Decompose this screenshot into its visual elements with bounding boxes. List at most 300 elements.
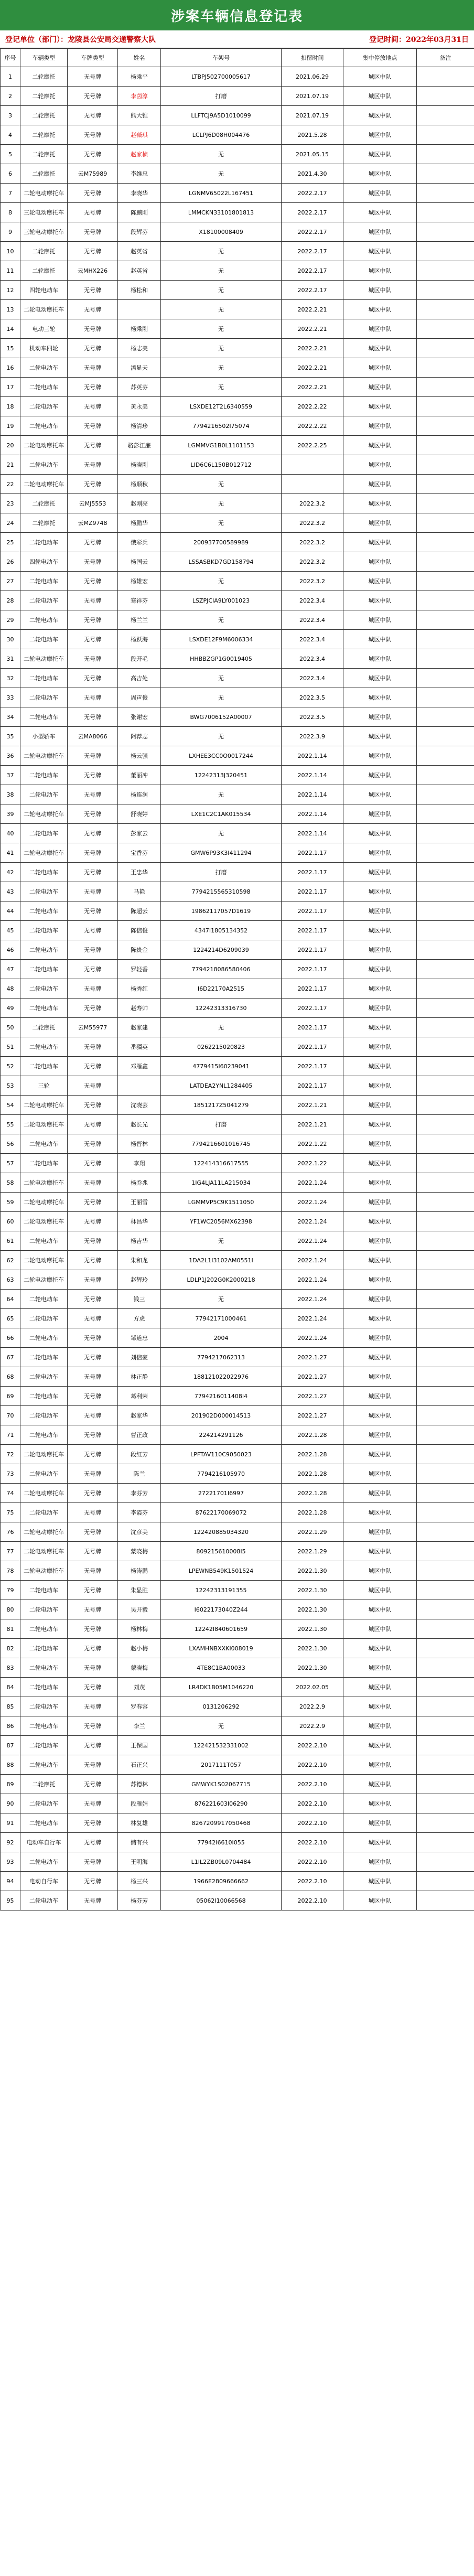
table-row [1, 785, 474, 804]
row-owner-name: 陈信俊 [118, 921, 161, 940]
table-body [1, 67, 474, 1910]
row-vin: LDLP1J202G0K2000218 [161, 1270, 282, 1290]
row-vehicle-type: 四轮电动车 [20, 552, 68, 572]
row-seize-date: 2022.2.22 [282, 397, 343, 416]
row-index: 71 [1, 1425, 20, 1445]
row-vin: GMW6P93K3I411294 [161, 843, 282, 863]
row-seize-date: 2022.2.10 [282, 1736, 343, 1755]
row-storage-location: 城区中队 [343, 1639, 417, 1658]
row-owner-name: 王明海 [118, 1852, 161, 1872]
row-index: 2 [1, 87, 20, 106]
row-plate-type: 无号牌 [68, 1716, 118, 1736]
row-plate-type: 无号牌 [68, 591, 118, 610]
row-owner-name: 赵小梅 [118, 1639, 161, 1658]
row-vin: 1966E2809666662 [161, 1872, 282, 1891]
row-remarks [417, 261, 474, 281]
row-vehicle-type: 二轮电动车 [20, 1503, 68, 1522]
row-vehicle-type: 二轮电动摩托车 [20, 746, 68, 766]
row-vehicle-type: 二轮电动车 [20, 960, 68, 979]
row-vehicle-type: 二轮电动摩托车 [20, 1522, 68, 1542]
row-owner-name: 苏德林 [118, 1775, 161, 1794]
row-owner-name: 杨云强 [118, 746, 161, 766]
row-vehicle-type: 二轮电动车 [20, 1891, 68, 1910]
row-seize-date: 2022.3.9 [282, 727, 343, 746]
row-remarks [417, 1716, 474, 1736]
row-plate-type: 无号牌 [68, 1076, 118, 1096]
table-row [1, 688, 474, 707]
row-seize-date: 2022.2.21 [282, 319, 343, 339]
row-vin: 7794216601016745 [161, 1134, 282, 1154]
row-index: 80 [1, 1600, 20, 1619]
row-vin: 224214291126 [161, 1425, 282, 1445]
row-index: 23 [1, 494, 20, 513]
row-plate-type: 无号牌 [68, 1852, 118, 1872]
row-vin: 8267209917050468 [161, 1813, 282, 1833]
row-vehicle-type: 小型轿车 [20, 727, 68, 746]
row-seize-date: 2022.1.17 [282, 1018, 343, 1037]
row-vin: LGMMVP5C9K1511050 [161, 1193, 282, 1212]
table-row [1, 1076, 474, 1096]
row-plate-type: 无号牌 [68, 979, 118, 999]
row-vin: 无 [161, 378, 282, 397]
row-index: 13 [1, 300, 20, 319]
row-plate-type: 无号牌 [68, 1173, 118, 1193]
table-row [1, 106, 474, 125]
row-storage-location: 城区中队 [343, 882, 417, 901]
row-owner-name: 段雁娟 [118, 1794, 161, 1813]
row-storage-location: 城区中队 [343, 1775, 417, 1794]
row-seize-date: 2022.2.17 [282, 261, 343, 281]
row-vin: I6022173040Z244 [161, 1600, 282, 1619]
table-row [1, 416, 474, 436]
row-owner-name: 杨林梅 [118, 1619, 161, 1639]
row-seize-date: 2022.2.17 [282, 203, 343, 222]
row-vehicle-type: 二轮摩托 [20, 1018, 68, 1037]
row-seize-date: 2022.1.24 [282, 1193, 343, 1212]
row-plate-type: 无号牌 [68, 1639, 118, 1658]
row-seize-date: 2022.3.5 [282, 688, 343, 707]
row-storage-location: 城区中队 [343, 1542, 417, 1561]
row-remarks [417, 1270, 474, 1290]
row-vin: LPEWNB549K1501524 [161, 1561, 282, 1581]
row-seize-date: 2022.1.30 [282, 1619, 343, 1639]
table-row [1, 1697, 474, 1716]
row-owner-name: 周声俊 [118, 688, 161, 707]
row-index: 10 [1, 242, 20, 261]
row-remarks [417, 1406, 474, 1425]
row-remarks [417, 1193, 474, 1212]
row-vin: 打磨 [161, 87, 282, 106]
row-storage-location: 城区中队 [343, 766, 417, 785]
table-row [1, 203, 474, 222]
table-row [1, 1775, 474, 1794]
row-seize-date: 2022.1.14 [282, 746, 343, 766]
row-seize-date: 2022.1.28 [282, 1445, 343, 1464]
row-owner-name [118, 300, 161, 319]
row-storage-location: 城区中队 [343, 1600, 417, 1619]
row-plate-type: 无号牌 [68, 1503, 118, 1522]
row-vehicle-type: 二轮电动摩托车 [20, 1173, 68, 1193]
row-vin: 无 [161, 688, 282, 707]
row-remarks [417, 87, 474, 106]
row-storage-location: 城区中队 [343, 1251, 417, 1270]
table-row [1, 281, 474, 300]
column-header-vehicle-type: 车辆类型 [20, 49, 68, 67]
row-remarks [417, 688, 474, 707]
row-storage-location: 城区中队 [343, 1173, 417, 1193]
row-plate-type: 无号牌 [68, 940, 118, 960]
row-vin: LMMCKN33101801813 [161, 203, 282, 222]
row-seize-date: 2022.1.14 [282, 824, 343, 843]
row-owner-name: 方虎 [118, 1309, 161, 1328]
row-owner-name: 宝香芬 [118, 843, 161, 863]
row-vin: 打磨 [161, 863, 282, 882]
row-remarks [417, 999, 474, 1018]
row-vin: LXAMHNBXXKI008019 [161, 1639, 282, 1658]
row-seize-date: 2022.3.2 [282, 533, 343, 552]
table-row [1, 901, 474, 921]
row-vin: 无 [161, 281, 282, 300]
table-row [1, 1193, 474, 1212]
row-owner-name: 李霞芬 [118, 1503, 161, 1522]
row-seize-date: 2022.3.2 [282, 494, 343, 513]
row-index: 90 [1, 1794, 20, 1813]
row-vin: L1IL2ZB09L0704484 [161, 1852, 282, 1872]
row-storage-location: 城区中队 [343, 455, 417, 475]
table-row [1, 1328, 474, 1348]
registration-info [0, 30, 474, 48]
row-vehicle-type: 二轮电动车 [20, 940, 68, 960]
row-vehicle-type: 机动车四轮 [20, 339, 68, 358]
table-row [1, 358, 474, 378]
row-seize-date: 2021.06.29 [282, 67, 343, 87]
table-row [1, 1658, 474, 1678]
row-vehicle-type: 二轮电动摩托车 [20, 1561, 68, 1581]
row-remarks [417, 1212, 474, 1231]
row-seize-date: 2022.2.10 [282, 1833, 343, 1852]
row-index: 83 [1, 1658, 20, 1678]
table-row [1, 1484, 474, 1503]
row-vehicle-type: 二轮电动车 [20, 1348, 68, 1367]
table-row [1, 1581, 474, 1600]
column-header-storage-location: 集中停放地点 [343, 49, 417, 67]
table-row [1, 669, 474, 688]
row-owner-name: 朱和龙 [118, 1251, 161, 1270]
row-vin: 无 [161, 339, 282, 358]
row-vin: 201902D000014513 [161, 1406, 282, 1425]
row-remarks [417, 610, 474, 630]
row-owner-name: 杨晓刚 [118, 455, 161, 475]
row-vehicle-type: 二轮摩托 [20, 242, 68, 261]
row-index: 33 [1, 688, 20, 707]
row-seize-date: 2022.2.9 [282, 1716, 343, 1736]
row-vehicle-type: 二轮电动车 [20, 416, 68, 436]
row-index: 5 [1, 145, 20, 164]
row-index: 44 [1, 901, 20, 921]
row-plate-type: 无号牌 [68, 921, 118, 940]
row-index: 42 [1, 863, 20, 882]
row-vehicle-type: 二轮电动车 [20, 785, 68, 804]
row-plate-type: 无号牌 [68, 1484, 118, 1503]
row-vin: HHBBZGP1G0019405 [161, 649, 282, 669]
row-storage-location: 城区中队 [343, 242, 417, 261]
row-vehicle-type: 二轮电动车 [20, 572, 68, 591]
row-plate-type: 无号牌 [68, 125, 118, 145]
row-index: 46 [1, 940, 20, 960]
row-storage-location: 城区中队 [343, 1290, 417, 1309]
row-plate-type: 云MA8066 [68, 727, 118, 746]
row-plate-type: 无号牌 [68, 242, 118, 261]
row-storage-location: 城区中队 [343, 1658, 417, 1678]
row-storage-location: 城区中队 [343, 164, 417, 184]
row-seize-date: 2022.1.28 [282, 1503, 343, 1522]
row-owner-name: 李翔 [118, 1154, 161, 1173]
row-vehicle-type: 二轮摩托 [20, 494, 68, 513]
row-seize-date: 2022.1.30 [282, 1581, 343, 1600]
row-owner-name: 李兰 [118, 1716, 161, 1736]
row-plate-type: 无号牌 [68, 1367, 118, 1387]
row-remarks [417, 1503, 474, 1522]
row-seize-date: 2022.3.4 [282, 591, 343, 610]
column-header-plate-type: 车牌类型 [68, 49, 118, 67]
row-plate-type: 无号牌 [68, 1619, 118, 1639]
row-storage-location: 城区中队 [343, 1619, 417, 1639]
table-row [1, 572, 474, 591]
row-remarks [417, 1736, 474, 1755]
row-vehicle-type: 三轮电动摩托车 [20, 203, 68, 222]
row-index: 36 [1, 746, 20, 766]
table-row [1, 1600, 474, 1619]
row-plate-type: 无号牌 [68, 1755, 118, 1775]
row-remarks [417, 901, 474, 921]
row-owner-name: 赵英省 [118, 261, 161, 281]
row-seize-date: 2022.1.24 [282, 1231, 343, 1251]
row-storage-location: 城区中队 [343, 804, 417, 824]
row-storage-location: 城区中队 [343, 746, 417, 766]
row-plate-type: 无号牌 [68, 1290, 118, 1309]
row-seize-date: 2022.1.17 [282, 999, 343, 1018]
table-header-row [1, 49, 474, 67]
row-vehicle-type: 二轮电动摩托车 [20, 184, 68, 203]
row-vehicle-type: 二轮摩托 [20, 145, 68, 164]
row-plate-type: 无号牌 [68, 746, 118, 766]
row-vin: 7794215565310598 [161, 882, 282, 901]
row-storage-location: 城区中队 [343, 824, 417, 843]
table-row [1, 397, 474, 416]
row-vin: YF1WC2056MX62398 [161, 1212, 282, 1231]
row-owner-name: 杨乔兆 [118, 1173, 161, 1193]
row-vin: 7794216105970 [161, 1464, 282, 1484]
row-remarks [417, 1328, 474, 1348]
row-index: 9 [1, 222, 20, 242]
row-storage-location: 城区中队 [343, 1813, 417, 1833]
row-vehicle-type: 二轮电动车 [20, 1852, 68, 1872]
row-vehicle-type: 二轮电动摩托车 [20, 804, 68, 824]
row-vin: 无 [161, 513, 282, 533]
row-seize-date: 2022.1.17 [282, 1057, 343, 1076]
row-index: 56 [1, 1134, 20, 1154]
row-storage-location: 城区中队 [343, 591, 417, 610]
table-row [1, 1678, 474, 1697]
row-vin: 无 [161, 610, 282, 630]
row-owner-name: 杨兰兰 [118, 610, 161, 630]
row-index: 77 [1, 1542, 20, 1561]
row-seize-date: 2022.3.4 [282, 610, 343, 630]
row-vehicle-type: 二轮电动车 [20, 378, 68, 397]
row-remarks [417, 1600, 474, 1619]
row-owner-name: 段辉芬 [118, 222, 161, 242]
row-owner-name: 高吉处 [118, 669, 161, 688]
table-row [1, 727, 474, 746]
row-vin: 1IG4LJA11LA215034 [161, 1173, 282, 1193]
row-remarks [417, 436, 474, 455]
row-remarks [417, 1057, 474, 1076]
row-owner-name: 杨连润 [118, 785, 161, 804]
row-vin: 122421532331002 [161, 1736, 282, 1755]
row-index: 88 [1, 1755, 20, 1775]
row-vehicle-type: 二轮电动摩托车 [20, 1251, 68, 1270]
row-vehicle-type: 二轮电动车 [20, 824, 68, 843]
row-storage-location: 城区中队 [343, 494, 417, 513]
row-owner-name: 杨松和 [118, 281, 161, 300]
table-row [1, 1037, 474, 1057]
table-row [1, 1445, 474, 1464]
row-remarks [417, 1115, 474, 1134]
row-index: 59 [1, 1193, 20, 1212]
table-row [1, 940, 474, 960]
row-index: 62 [1, 1251, 20, 1270]
row-owner-name: 罗轻香 [118, 960, 161, 979]
row-plate-type: 无号牌 [68, 882, 118, 901]
row-index: 30 [1, 630, 20, 649]
row-remarks [417, 1658, 474, 1678]
row-plate-type: 无号牌 [68, 1134, 118, 1154]
row-vin: LSXDE12F9M6006334 [161, 630, 282, 649]
table-row [1, 1212, 474, 1231]
row-index: 82 [1, 1639, 20, 1658]
row-storage-location: 城区中队 [343, 184, 417, 203]
row-remarks [417, 533, 474, 552]
row-owner-name: 董丽冲 [118, 766, 161, 785]
table-row [1, 1425, 474, 1445]
row-storage-location: 城区中队 [343, 1018, 417, 1037]
table-row [1, 1716, 474, 1736]
row-seize-date: 2022.1.30 [282, 1639, 343, 1658]
row-vehicle-type: 二轮电动车 [20, 921, 68, 940]
row-index: 91 [1, 1813, 20, 1833]
table-row [1, 804, 474, 824]
row-remarks [417, 960, 474, 979]
row-storage-location: 城区中队 [343, 707, 417, 727]
row-vin: 无 [161, 669, 282, 688]
row-owner-name: 杨雄宏 [118, 572, 161, 591]
row-plate-type: 无号牌 [68, 1251, 118, 1270]
row-vehicle-type: 二轮电动车 [20, 533, 68, 552]
row-remarks [417, 164, 474, 184]
row-storage-location: 城区中队 [343, 1503, 417, 1522]
row-seize-date: 2022.2.25 [282, 436, 343, 455]
row-vin: LSSASBKD7GD158794 [161, 552, 282, 572]
row-vin: 无 [161, 785, 282, 804]
table-row [1, 746, 474, 766]
table-row [1, 1755, 474, 1775]
row-storage-location: 城区中队 [343, 610, 417, 630]
column-header-name: 姓名 [118, 49, 161, 67]
row-vin: 无 [161, 261, 282, 281]
row-vehicle-type: 二轮电动摩托车 [20, 1212, 68, 1231]
table-row [1, 1270, 474, 1290]
row-vin: 无 [161, 358, 282, 378]
row-vin: 77942171000461 [161, 1309, 282, 1328]
table-row [1, 513, 474, 533]
row-storage-location: 城区中队 [343, 339, 417, 358]
row-plate-type: 无号牌 [68, 106, 118, 125]
row-owner-name: 杨芬芳 [118, 1891, 161, 1910]
row-remarks [417, 319, 474, 339]
row-vehicle-type: 二轮摩托 [20, 106, 68, 125]
row-remarks [417, 1619, 474, 1639]
row-index: 61 [1, 1231, 20, 1251]
row-owner-name: 陈贵金 [118, 940, 161, 960]
table-row [1, 184, 474, 203]
row-remarks [417, 1813, 474, 1833]
row-index: 50 [1, 1018, 20, 1037]
row-vehicle-type: 二轮电动车 [20, 688, 68, 707]
row-storage-location: 城区中队 [343, 960, 417, 979]
row-index: 4 [1, 125, 20, 145]
row-index: 8 [1, 203, 20, 222]
table-row [1, 843, 474, 863]
row-plate-type: 无号牌 [68, 1581, 118, 1600]
row-vehicle-type: 二轮电动车 [20, 1134, 68, 1154]
row-index: 94 [1, 1872, 20, 1891]
row-owner-name: 蒙晓梅 [118, 1542, 161, 1561]
row-vehicle-type: 二轮电动车 [20, 1600, 68, 1619]
row-owner-name: 王忠华 [118, 863, 161, 882]
row-plate-type: 无号牌 [68, 339, 118, 358]
row-seize-date: 2022.1.21 [282, 1115, 343, 1134]
row-storage-location: 城区中队 [343, 1231, 417, 1251]
row-storage-location: 城区中队 [343, 1445, 417, 1464]
row-vin: LXHEE3CC0O0017244 [161, 746, 282, 766]
row-remarks [417, 339, 474, 358]
row-remarks [417, 940, 474, 960]
row-vehicle-type: 二轮电动车 [20, 1794, 68, 1813]
row-seize-date: 2022.2.22 [282, 416, 343, 436]
row-seize-date: 2022.1.27 [282, 1348, 343, 1367]
row-storage-location: 城区中队 [343, 688, 417, 707]
row-plate-type: 无号牌 [68, 1057, 118, 1076]
table-row [1, 882, 474, 901]
row-remarks [417, 67, 474, 87]
row-index: 81 [1, 1619, 20, 1639]
row-storage-location: 城区中队 [343, 1872, 417, 1891]
row-vehicle-type: 二轮电动车 [20, 1231, 68, 1251]
table-row [1, 1096, 474, 1115]
row-vehicle-type: 二轮电动摩托车 [20, 1270, 68, 1290]
row-remarks [417, 281, 474, 300]
row-owner-name: 杨清珍 [118, 416, 161, 436]
row-owner-name: 沈晓芸 [118, 1096, 161, 1115]
row-index: 53 [1, 1076, 20, 1096]
row-index: 47 [1, 960, 20, 979]
row-remarks [417, 1387, 474, 1406]
row-vin: 77942I6610I055 [161, 1833, 282, 1852]
table-row [1, 1387, 474, 1406]
row-owner-name: 邹道忠 [118, 1328, 161, 1348]
row-index: 64 [1, 1290, 20, 1309]
row-owner-name: 石正兴 [118, 1755, 161, 1775]
